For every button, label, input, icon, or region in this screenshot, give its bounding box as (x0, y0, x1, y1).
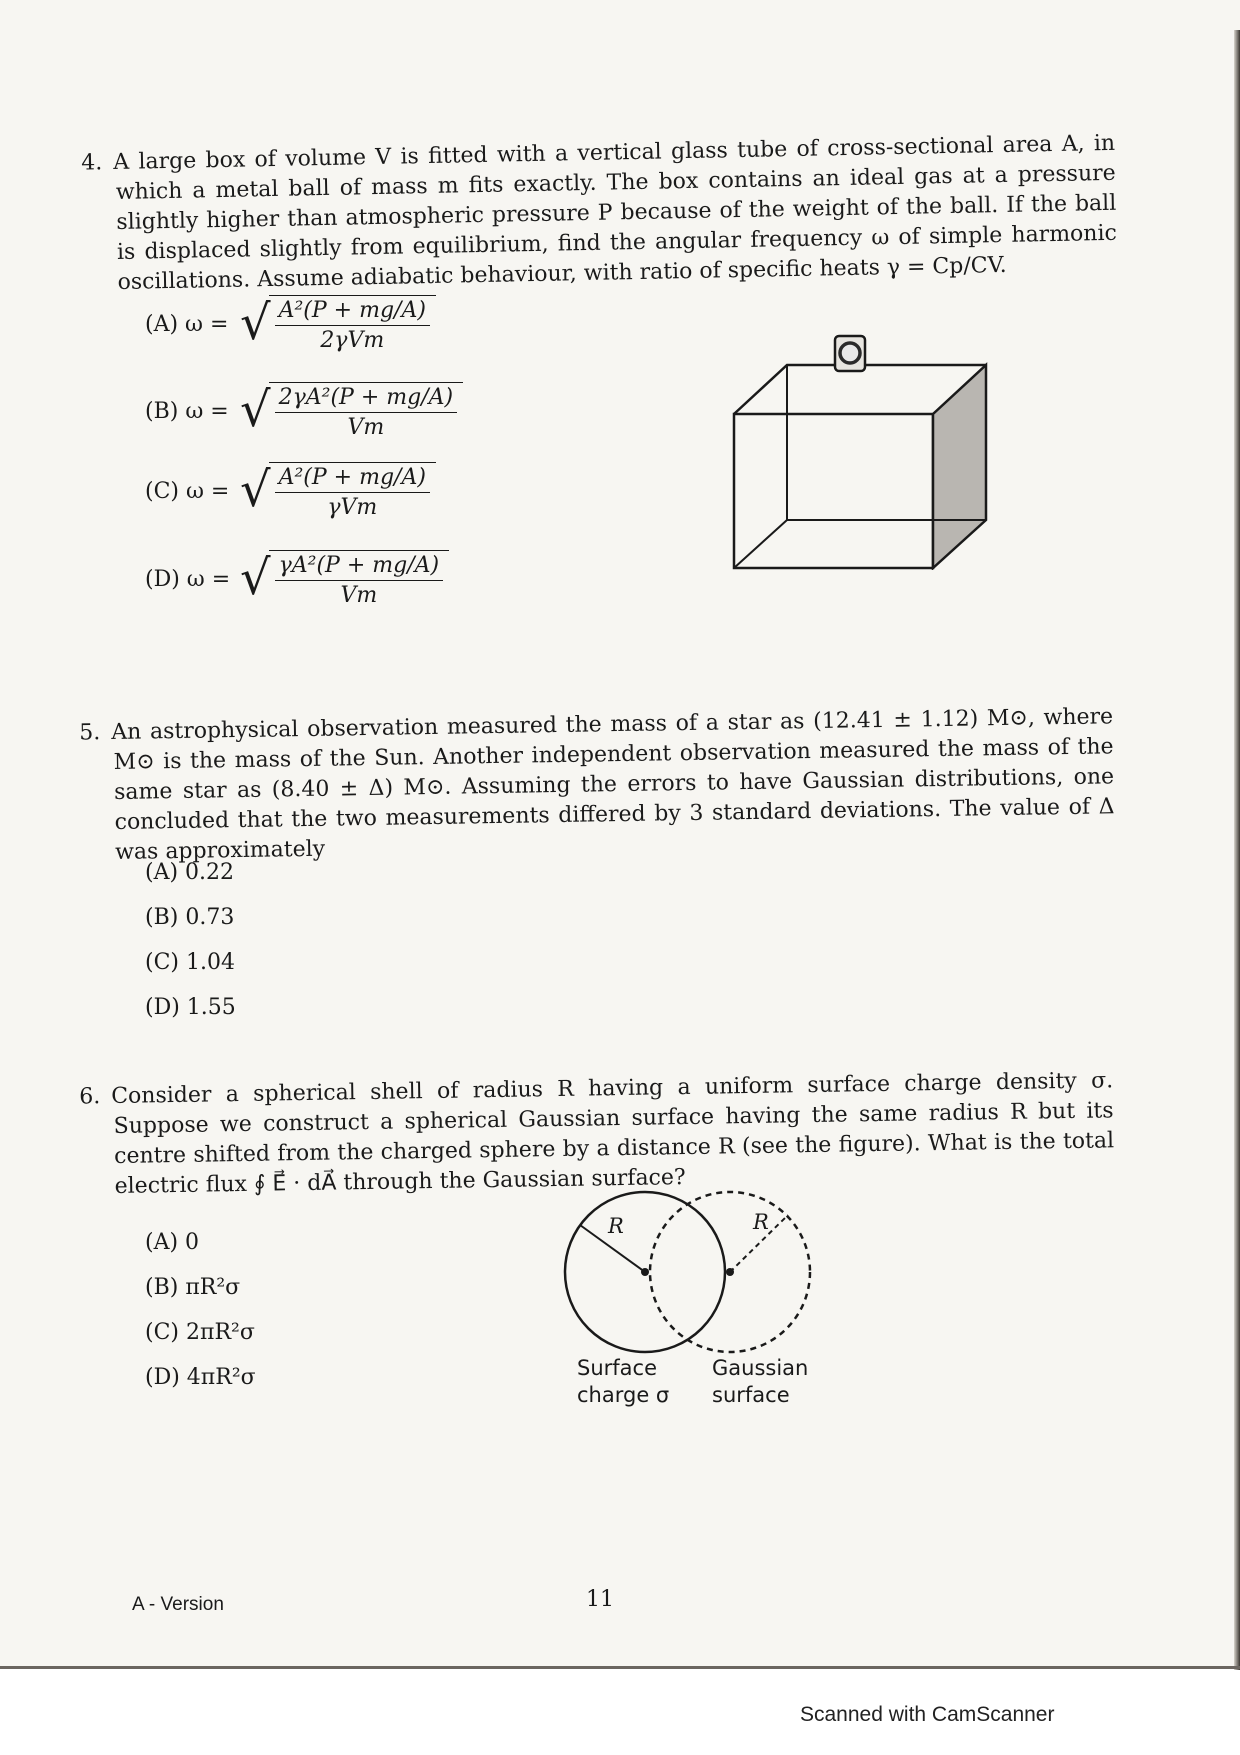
q4-option-a-label: (A) ω = (145, 311, 229, 337)
q4-option-d-label: (D) ω = (145, 566, 231, 592)
q4-option-a-numerator: A²(P + mg/A) (275, 296, 430, 326)
question-4-body: A large box of volume V is fitted with a vertical glass tube of cross-sectional area A, in which a metal ball of mass m fits exactly. The box contains an ideal gas at a pressure slightly higher than atmospheric pressure P because of the weight of the ball. If the ball is displaced slightly from equilibrium, find the angular frequency ω of simple harmonic oscillations. Assume adiabatic behaviour, with ratio of specific heats γ = Cp/CV. (113, 130, 1118, 295)
q4-option-a-denominator: 2γVm (320, 328, 385, 353)
gaussian-centre-dot (726, 1268, 734, 1276)
q4-option-b-label: (B) ω = (145, 398, 229, 424)
q6-option-a: (A) 0 (145, 1230, 200, 1255)
q6-option-d: (D) 4πR²σ (145, 1365, 256, 1390)
box-hidden-diagonal (734, 520, 787, 568)
q4-option-d-denominator: Vm (340, 583, 378, 608)
q5-option-d: (D) 1.55 (145, 995, 236, 1020)
q4-option-b-denominator: Vm (347, 415, 385, 440)
q4-option-b: (B) ω = √ $\frac{\text{2γA²(P + mg/A)}}{Vm}$ (145, 382, 463, 440)
question-6 (79, 1066, 1115, 1202)
page-bottom-edge (0, 1666, 1240, 1669)
question-6-number: 6. (79, 1084, 101, 1110)
question-5-body: An astrophysical observation measured the mass of a star as (12.41 ± 1.12) M⊙, where M⊙ is the mass of the Sun. Another independent observation measured the mass of the same star as (8.40 ± Δ) M⊙. Assuming the errors to have Gaussian distributions, one concluded that the two measurements differed by 3 standard deviations. The value of Δ was approximately (111, 704, 1115, 865)
q4-option-c-numerator: A²(P + mg/A) (275, 463, 430, 493)
q4-option-d-numerator: γA²(P + mg/A) (275, 551, 444, 581)
question-4 (81, 129, 1118, 298)
gaussian-surface-label-line2: surface (712, 1383, 790, 1407)
question-6-body: Consider a spherical shell of radius R having a uniform surface charge density σ. Suppose we construct a spherical Gaussian surface having the same radius R but its centre shifted from the charged sphere by a distance R (see the figure). What is the total electric flux ∮ E⃗ · dA⃗ through the Gaussian surface? (111, 1068, 1115, 1199)
q4-option-b-numerator: 2γA²(P + mg/A) (275, 383, 458, 413)
shell-radius-label: R (608, 1214, 624, 1238)
q5-option-b: (B) 0.73 (145, 905, 235, 930)
q4-option-a: (A) ω = √ $\frac{\text{A²(P + mg/A)}}{\text{2γVm}}$ (145, 295, 436, 353)
metal-ball (840, 343, 860, 363)
surface-charge-label-line2: charge σ (577, 1383, 670, 1407)
q6-option-c: (C) 2πR²σ (145, 1320, 255, 1345)
gaussian-radius-label: R (753, 1210, 769, 1234)
question-4-text (81, 129, 1118, 298)
q4-option-c-denominator: γVm (327, 495, 378, 520)
page-edge (1234, 30, 1240, 1670)
q4-option-c-label: (C) ω = (145, 478, 230, 504)
q4-option-d: (D) ω = √ $\frac{\text{γA²(P + mg/A)}}{Vm}$ (145, 550, 449, 608)
question-4-number: 4. (81, 150, 103, 176)
surface-charge-label (577, 1355, 669, 1409)
question-5 (79, 702, 1115, 868)
gaussian-surface-label-line1: Gaussian (712, 1356, 809, 1380)
question-5-number: 5. (79, 720, 101, 746)
question-5-text (79, 702, 1115, 868)
gauss-figure (560, 1185, 830, 1360)
q6-option-b: (B) πR²σ (145, 1275, 241, 1300)
surface-charge-label-line1: Surface (577, 1356, 658, 1380)
q5-option-c: (C) 1.04 (145, 950, 235, 975)
box-front-face (734, 414, 933, 568)
box-figure (700, 330, 1000, 570)
shell-centre-dot (641, 1268, 649, 1276)
q4-option-c: (C) ω = √ $\frac{\text{A²(P + mg/A)}}{\text{γVm}}$ (145, 462, 436, 520)
scanner-watermark: Scanned with CamScanner (800, 1703, 1055, 1726)
question-6-text (79, 1066, 1115, 1202)
q5-option-a: (A) 0.22 (145, 860, 235, 885)
box-side-face (933, 365, 986, 568)
version-label: A - Version (132, 1594, 224, 1615)
gaussian-surface-label (712, 1355, 808, 1409)
page-number: 11 (586, 1587, 614, 1612)
